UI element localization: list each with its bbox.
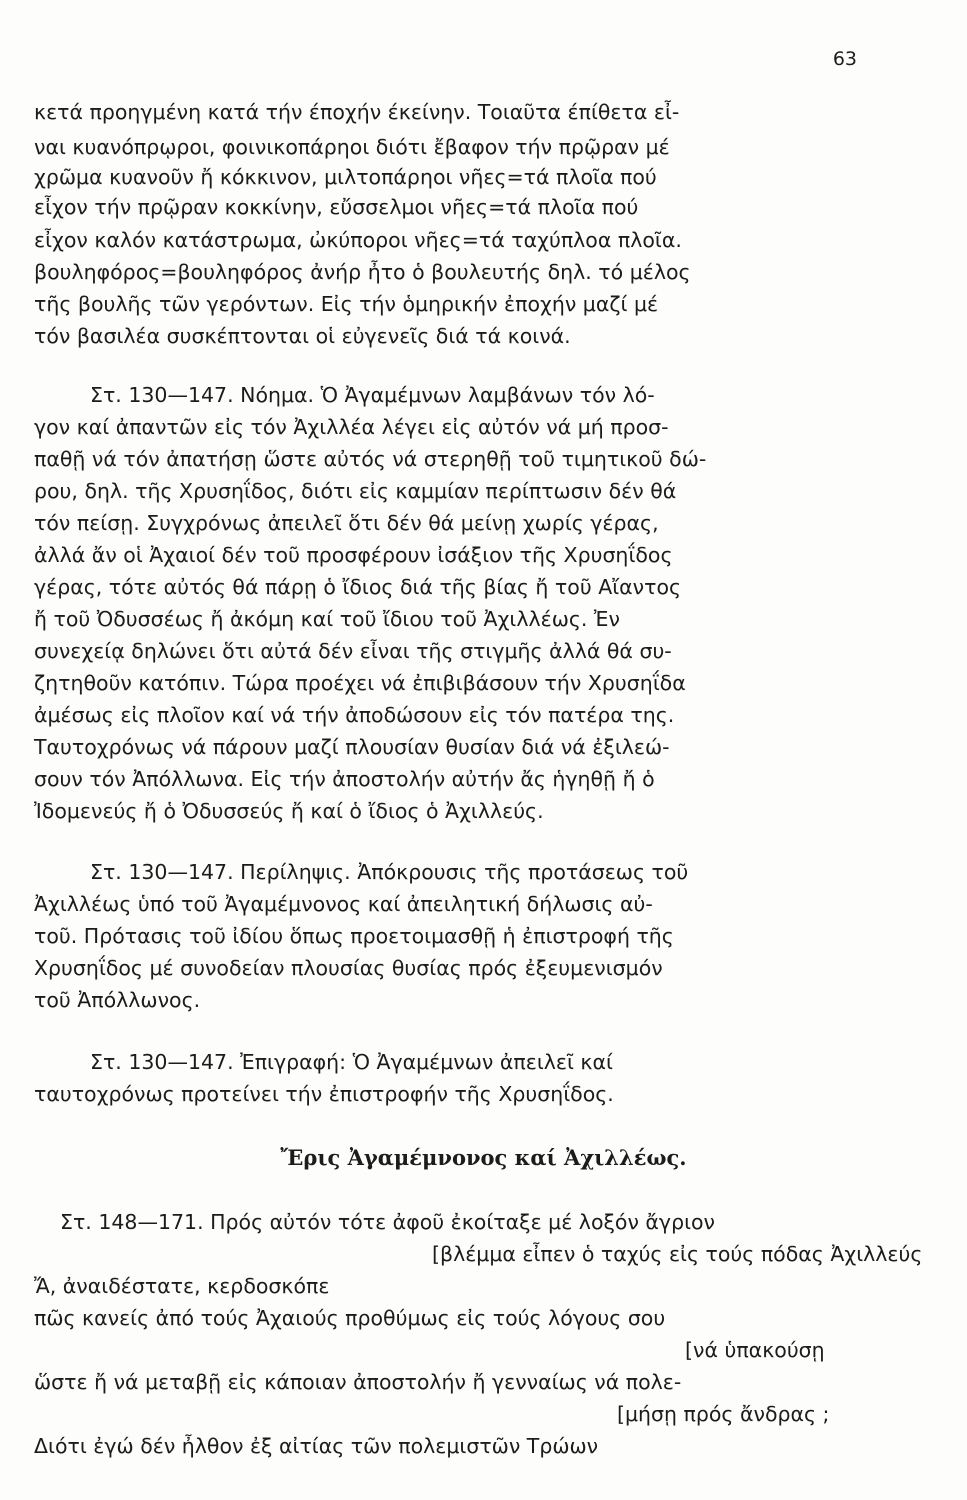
verse-line: Στ. 148—171. Πρός αὐτόν τότε ἀφοῦ ἐκοίταξε μέ λοξόν ἄγριον (60, 1210, 716, 1234)
text-line: συνεχείᾳ δηλώνει ὅτι αὐτά δέν εἶναι τῆς στιγμῆς ἀλλά θά συ- (34, 639, 672, 663)
text-line: κετά προηγμένη κατά τήν έποχήν έκείνην. Τοιαῦτα έπίθετα εἶ- (34, 100, 680, 124)
text-line: τῆς βουλῆς τῶν γερόντων. Εἰς τήν ὁμηρικήν ἐποχήν μαζί μέ (34, 292, 659, 316)
text-line: τόν βασιλέα συσκέπτονται οἱ εὐγενεῖς διά τά κοινά. (34, 324, 571, 348)
text-line: ταυτοχρόνως προτείνει τήν ἐπιστροφήν τῆς Χρυσηΐδος. (34, 1082, 614, 1106)
text-line: σουν τόν Ἀπόλλωνα. Εἰς τήν ἀποστολήν αὐτήν ἄς ἡγηθῇ ἤ ὁ (34, 767, 655, 791)
text-line: γον καί ἀπαντῶν εἰς τόν Ἀχιλλέα λέγει εἰς αὐτόν νά μή προσ- (34, 415, 669, 439)
text-line: βουληφόρος=βουληφόρος ἀνήρ ἦτο ὁ βουλευτής δηλ. τό μέλος (34, 260, 691, 284)
text-line: ναι κυανόπρῳροι, φοινικοπάρηοι διότι ἔβαφον τήν πρῷραν μέ (34, 135, 670, 159)
verse-line: [μήσῃ πρός ἄνδρας ; (617, 1402, 830, 1426)
page-number: 63 (832, 48, 857, 70)
text-line: Στ. 130—147. Νόημα. Ὁ Ἀγαμέμνων λαμβάνων τόν λό- (90, 383, 655, 407)
text-line: τόν πείσῃ. Συγχρόνως ἀπειλεῖ ὅτι δέν θά μείνῃ χωρίς γέρας, (34, 511, 659, 535)
text-line: ρου, δηλ. τῆς Χρυσηΐδος, διότι εἰς καμμίαν περίπτωσιν δέν θά (34, 479, 677, 503)
verse-line: Ἄ, ἀναιδέστατε, κερδοσκόπε (34, 1274, 330, 1298)
text-line: Χρυσηΐδος μέ συνοδείαν πλουσίας θυσίας πρός ἐξευμενισμόν (34, 956, 663, 980)
text-line: Ταυτοχρόνως νά πάρουν μαζί πλουσίαν θυσίαν διά νά ἐξιλεώ- (34, 735, 670, 759)
text-line: ζητηθοῦν κατόπιν. Τώρα προέχει νά ἐπιβιβάσουν τήν Χρυσηΐδα (34, 671, 686, 695)
text-line: τοῦ Ἀπόλλωνος. (34, 988, 201, 1012)
text-line: ἀμέσως εἰς πλοῖον καί νά τήν ἀποδώσουν εἰς τόν πατέρα της. (34, 703, 675, 727)
text-line: χρῶμα κυανοῦν ἤ κόκκινον, μιλτοπάρηοι νῆες=τά πλοῖα πού (34, 165, 657, 189)
verse-line: [νά ὑπακούσῃ (685, 1338, 825, 1362)
text-line: ἤ τοῦ Ὀδυσσέως ἤ ἀκόμη καί τοῦ ἴδιου τοῦ Ἀχιλλέως. Ἐν (34, 607, 620, 631)
verse-line: πῶς κανείς ἀπό τούς Ἀχαιούς προθύμως εἰς τούς λόγους σου (34, 1306, 666, 1330)
text-line: παθῇ νά τόν ἀπατήσῃ ὥστε αὐτός νά στερηθῇ τοῦ τιμητικοῦ δώ- (34, 447, 707, 471)
text-line: ἀλλά ἄν οἱ Ἀχαιοί δέν τοῦ προσφέρουν ἰσάξιον τῆς Χρυσηΐδος (34, 543, 673, 567)
section-heading: Ἔρις Ἀγαμέμνονος καί Ἀχιλλέως. (280, 1145, 687, 1170)
text-line: Στ. 130—147. Ἐπιγραφή: Ὁ Ἀγαμέμνων ἀπειλεῖ καί (90, 1050, 613, 1074)
text-line: εἶχον καλόν κατάστρωμα, ὠκύποροι νῆες=τά ταχύπλοα πλοῖα. (34, 228, 682, 252)
text-line: γέρας, τότε αὐτός θά πάρῃ ὁ ἴδιος διά τῆς βίας ἤ τοῦ Αἴαντος (34, 575, 682, 599)
text-line: Ἀχιλλέως ὑπό τοῦ Ἀγαμέμνονος καί ἀπειλητική δήλωσις αὐ- (34, 892, 653, 916)
verse-line: Διότι ἐγώ δέν ἦλθον ἐξ αἰτίας τῶν πολεμιστῶν Τρώων (34, 1434, 599, 1458)
verse-line: ὥστε ἤ νά μεταβῇ εἰς κάποιαν ἀποστολήν ἤ γενναίως νά πολε- (34, 1370, 682, 1394)
text-line: Στ. 130—147. Περίληψις. Ἀπόκρουσις τῆς προτάσεως τοῦ (90, 860, 689, 884)
text-line: τοῦ. Πρότασις τοῦ ἰδίου ὅπως προετοιμασθῇ ἡ ἐπιστροφή τῆς (34, 924, 674, 948)
verse-line: [βλέμμα εἶπεν ὁ ταχύς εἰς τούς πόδας Ἀχιλλεύς (432, 1242, 923, 1266)
text-line: Ἰδομενεύς ἤ ὁ Ὀδυσσεύς ἤ καί ὁ ἴδιος ὁ Ἀχιλλεύς. (34, 799, 544, 823)
text-line: εἶχον τήν πρῷραν κοκκίνην, εὔσσελμοι νῆες=τά πλοῖα πού (34, 195, 639, 219)
